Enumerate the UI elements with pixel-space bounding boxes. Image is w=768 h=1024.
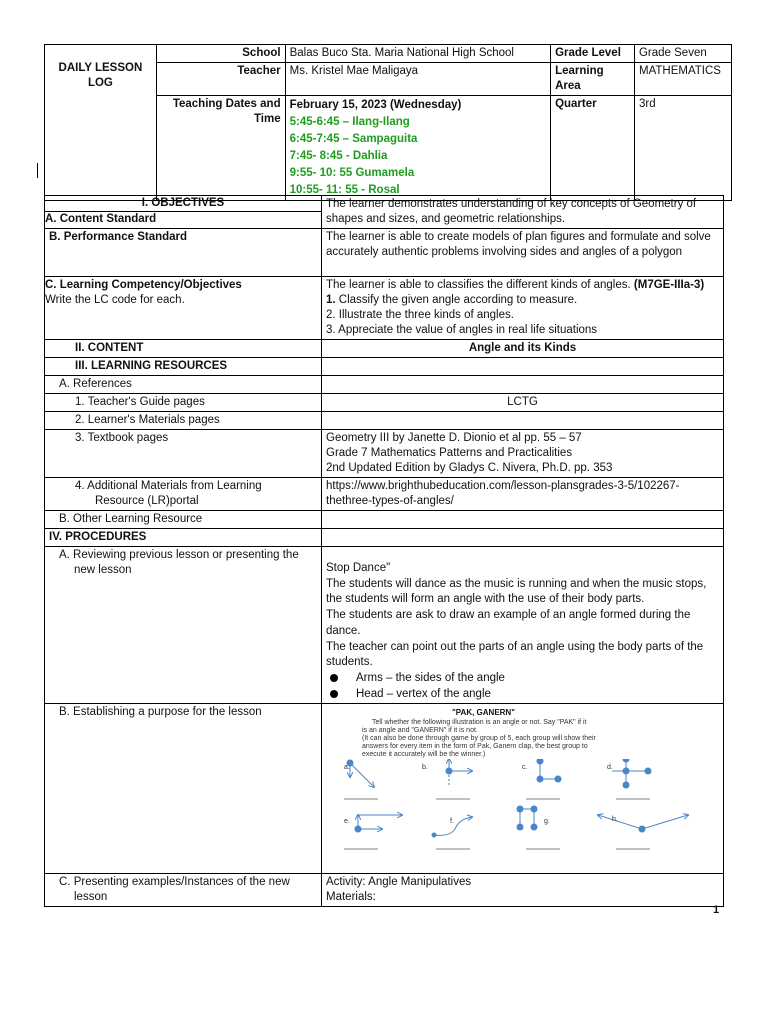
content-standard-text: The learner demonstrates understanding of key concepts of Geometry of shapes and sizes, and geometric relationships. — [322, 196, 724, 229]
teacher-label: Teacher — [156, 63, 285, 96]
procedure-a-line: Stop Dance" — [326, 562, 391, 574]
empty-cell — [322, 511, 724, 529]
angle-figure-d — [612, 759, 651, 788]
procedure-b-label: B. Establishing a purpose for the lesson — [45, 704, 322, 874]
angle-figure-g — [517, 806, 537, 830]
figure-label: b. — [422, 764, 428, 772]
empty-cell — [322, 412, 724, 430]
objective-2: 2. Illustrate the three kinds of angles. — [326, 309, 514, 321]
learners-materials-label: 2. Learner's Materials pages — [45, 412, 322, 430]
procedure-a-label: A. Reviewing previous lesson or presenting the new lesson — [45, 547, 322, 704]
bullet-dot — [330, 674, 338, 682]
content-value: Angle and its Kinds — [322, 340, 724, 358]
schedule-item: 10:55- 11: 55 - Rosal — [289, 184, 400, 196]
figure-label: f. — [450, 818, 454, 826]
bullet-item: Arms – the sides of the angle — [326, 671, 719, 687]
pak-ganern-title: "PAK, GANERN" — [452, 708, 515, 718]
references-label: A. References — [45, 376, 322, 394]
competency-label-cell — [45, 277, 322, 340]
empty-cell — [322, 376, 724, 394]
teachers-guide-value: LCTG — [322, 394, 724, 412]
text-cursor — [37, 163, 38, 178]
pak-ganern-activity — [322, 704, 722, 872]
competency-label: C. Learning Competency/Objectives — [45, 279, 242, 291]
figure-label: a. — [344, 764, 350, 772]
header-table — [44, 44, 732, 201]
schedule-item: 9:55- 10: 55 Gumamela — [289, 167, 415, 179]
empty-cell — [322, 529, 724, 547]
content-label: II. CONTENT — [45, 340, 322, 358]
figure-label: e. — [344, 818, 350, 826]
textbook-value — [322, 430, 724, 478]
teacher-value: Ms. Kristel Mae Maligaya — [285, 63, 550, 96]
grade-level-label: Grade Level — [551, 45, 635, 63]
procedure-a-line: The students will dance as the music is running and when the music stops, the students will form an angle with the use of their body parts. — [326, 577, 707, 606]
competency-sub: Write the LC code for each. — [45, 294, 185, 306]
angle-figure-a — [347, 760, 374, 787]
objective-1-number: 1. — [326, 294, 336, 306]
bullet-dot — [330, 690, 338, 698]
learning-resources-heading: III. LEARNING RESOURCES — [45, 358, 322, 376]
objective-3: 3. Appreciate the value of angles in real life situations — [326, 324, 598, 336]
bullet-item: Head – vertex of the angle — [326, 687, 719, 703]
school-label: School — [156, 45, 285, 63]
empty-cell — [322, 358, 724, 376]
figure-label: c. — [522, 764, 528, 772]
objectives-heading: I. OBJECTIVES A. Content Standard — [45, 196, 322, 229]
daily-lesson-log-title: DAILY LESSON LOG — [45, 45, 157, 201]
pak-instructions: Tell whether the following illustration is an angle or not. Say "PAK" if it is an angle and "GANERN" if it is not. (It can also be done through game by group of 5, each group will show their answers for every item in the form of Pak, Ganern clap, the best group to execute it accurately will be the winner.) — [362, 719, 596, 759]
schedule-item: 6:45-7:45 – Sampaguita — [289, 133, 418, 145]
teaching-dates-label: Teaching Dates and Time — [156, 96, 285, 201]
angle-figure-b — [446, 759, 472, 785]
textbook-line: Grade 7 Mathematics Patterns and Practicalities — [326, 447, 573, 459]
date-value: February 15, 2023 (Wednesday) — [289, 99, 462, 111]
other-resource-label: B. Other Learning Resource — [45, 511, 322, 529]
performance-standard-label: B. Performance Standard — [45, 229, 322, 277]
teaching-dates-value — [285, 96, 550, 201]
textbook-label: 3. Textbook pages — [45, 430, 322, 478]
competency-text: The learner is able to classifies the different kinds of angles. — [326, 279, 631, 291]
procedure-c-content: Activity: Angle Manipulatives Materials: — [322, 874, 724, 907]
figure-label: g. — [544, 818, 550, 826]
figure-label: h. — [612, 816, 618, 824]
textbook-line: 2nd Updated Edition by Gladys C. Nivera, Ph.D. pp. 353 — [326, 462, 613, 474]
angle-figure-e — [355, 815, 402, 832]
quarter-label: Quarter — [551, 96, 635, 201]
procedure-b-content — [322, 704, 724, 874]
additional-materials-label: 4. Additional Materials from Learning Resource (LR)portal — [45, 478, 322, 511]
textbook-line: Geometry III by Janette D. Dionio et al pp. 55 – 57 — [326, 432, 582, 444]
learning-area-value: MATHEMATICS — [634, 63, 731, 96]
procedure-a-line: The teacher can point out the parts of an angle using the body parts of the students. — [326, 640, 704, 669]
objective-1: Classify the given angle according to measure. — [338, 294, 578, 306]
teachers-guide-label: 1. Teacher's Guide pages — [45, 394, 322, 412]
schedule-item: 7:45- 8:45 - Dahlia — [289, 150, 388, 162]
quarter-value: 3rd — [634, 96, 731, 201]
procedure-c-label: C. Presenting examples/Instances of the new lesson — [45, 874, 322, 907]
angle-figure-c — [537, 759, 561, 782]
figure-label: d. — [607, 764, 613, 772]
competency-text-cell — [322, 277, 724, 340]
procedures-heading: IV. PROCEDURES — [45, 529, 322, 547]
performance-standard-text: The learner is able to create models of plan figures and formulate and solve accurately authentic problems involving sides and angles of a polygon — [322, 229, 724, 277]
schedule-item: 5:45-6:45 – Ilang-Ilang — [289, 116, 410, 128]
angle-illustrations — [322, 759, 722, 869]
lesson-table — [44, 195, 724, 907]
grade-level-value: Grade Seven — [634, 45, 731, 63]
learning-area-label: Learning Area — [551, 63, 635, 96]
page-number: 1 — [713, 904, 720, 916]
content-standard-label: A. Content Standard — [45, 211, 321, 227]
procedure-a-content — [322, 547, 724, 704]
procedure-a-line: The students are ask to draw an example of an angle formed during the dance. — [326, 609, 691, 637]
school-value: Balas Buco Sta. Maria National High School — [285, 45, 550, 63]
lc-code: (M7GE-IIIa-3) — [633, 279, 705, 291]
additional-materials-url[interactable]: https://www.brighthubeducation.com/lesson-plansgrades-3-5/102267- thethree-types-of-angles/ — [322, 478, 724, 511]
